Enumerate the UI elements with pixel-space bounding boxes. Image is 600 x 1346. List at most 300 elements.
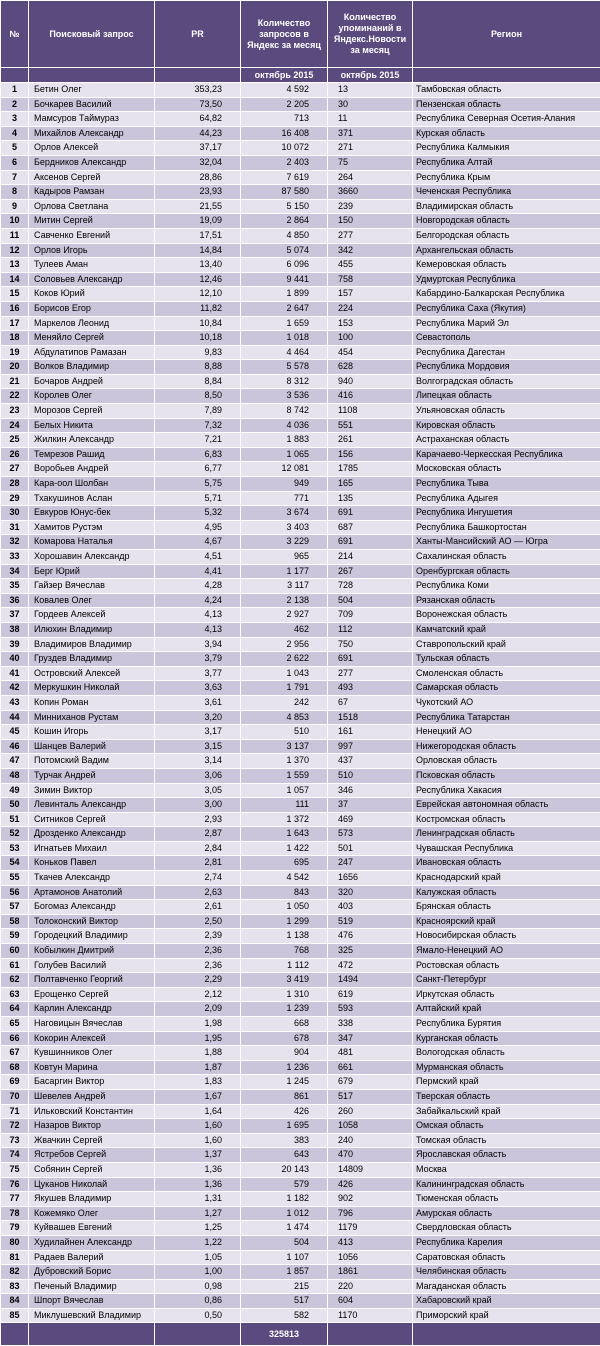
query-name: Ерощенко Сергей xyxy=(29,987,155,1002)
table-row xyxy=(1,900,600,915)
table-row xyxy=(1,447,600,462)
mentions-value: 1170 xyxy=(328,1308,413,1323)
mentions-value: 30 xyxy=(328,97,413,112)
query-name: Худилайнен Александр xyxy=(29,1235,155,1250)
table-row xyxy=(1,141,600,156)
row-number: 33 xyxy=(1,550,29,565)
region-name: Забайкальский край xyxy=(413,1104,600,1119)
queries-value: 8 742 xyxy=(241,404,328,419)
pr-value: 21,55 xyxy=(155,199,241,214)
row-number: 2 xyxy=(1,97,29,112)
region-name: Кабардино-Балкарская Республика xyxy=(413,287,600,302)
pr-value: 12,46 xyxy=(155,272,241,287)
pr-value: 1,83 xyxy=(155,1075,241,1090)
pr-value: 1,88 xyxy=(155,1046,241,1061)
region-name: Республика Хакасия xyxy=(413,783,600,798)
table-row xyxy=(1,1089,600,1104)
region-name: Хабаровский край xyxy=(413,1294,600,1309)
region-name: Республика Марий Эл xyxy=(413,316,600,331)
query-name: Владимиров Владимир xyxy=(29,637,155,652)
row-number: 3 xyxy=(1,112,29,127)
row-number: 51 xyxy=(1,812,29,827)
query-name: Кара-оол Шолбан xyxy=(29,477,155,492)
query-name: Хамитов Рустэм xyxy=(29,520,155,535)
row-number: 80 xyxy=(1,1235,29,1250)
row-number: 79 xyxy=(1,1221,29,1236)
mentions-value: 619 xyxy=(328,987,413,1002)
mentions-value: 11 xyxy=(328,112,413,127)
mentions-value: 1656 xyxy=(328,871,413,886)
pr-value: 4,95 xyxy=(155,520,241,535)
queries-value: 426 xyxy=(241,1104,328,1119)
row-number: 66 xyxy=(1,1031,29,1046)
table-row xyxy=(1,929,600,944)
row-number: 31 xyxy=(1,520,29,535)
region-name: Рязанская область xyxy=(413,593,600,608)
mentions-value: 413 xyxy=(328,1235,413,1250)
table-row xyxy=(1,1031,600,1046)
queries-value: 4 464 xyxy=(241,345,328,360)
table-row xyxy=(1,258,600,273)
mentions-value: 1861 xyxy=(328,1265,413,1280)
pr-value: 1,00 xyxy=(155,1265,241,1280)
region-name: Вологодская область xyxy=(413,1046,600,1061)
query-name: Зимин Виктор xyxy=(29,783,155,798)
queries-value: 768 xyxy=(241,944,328,959)
table-row xyxy=(1,1002,600,1017)
query-name: Шанцев Валерий xyxy=(29,739,155,754)
table-row xyxy=(1,1133,600,1148)
region-name: Курганская область xyxy=(413,1031,600,1046)
queries-value: 10 072 xyxy=(241,141,328,156)
pr-value: 64,82 xyxy=(155,112,241,127)
region-name: Республика Северная Осетия-Алания xyxy=(413,112,600,127)
pr-value: 4,24 xyxy=(155,593,241,608)
queries-value: 1 107 xyxy=(241,1250,328,1265)
query-name: Шевелев Андрей xyxy=(29,1089,155,1104)
row-number: 72 xyxy=(1,1119,29,1134)
region-name: Воронежская область xyxy=(413,608,600,623)
mentions-value: 628 xyxy=(328,360,413,375)
query-name: Наговицын Вячеслав xyxy=(29,1017,155,1032)
table-row xyxy=(1,112,600,127)
region-name: Камчатский край xyxy=(413,622,600,637)
table-row xyxy=(1,579,600,594)
table-row xyxy=(1,637,600,652)
mentions-value: 112 xyxy=(328,622,413,637)
mentions-value: 593 xyxy=(328,1002,413,1017)
query-name: Толоконский Виктор xyxy=(29,914,155,929)
queries-value: 668 xyxy=(241,1017,328,1032)
query-name: Орлов Алексей xyxy=(29,141,155,156)
region-name: Ставропольский край xyxy=(413,637,600,652)
table-row xyxy=(1,871,600,886)
table-row xyxy=(1,1060,600,1075)
mentions-value: 604 xyxy=(328,1294,413,1309)
mentions-value: 1058 xyxy=(328,1119,413,1134)
query-name: Митин Сергей xyxy=(29,214,155,229)
queries-value: 5 150 xyxy=(241,199,328,214)
query-name: Маркелов Леонид xyxy=(29,316,155,331)
mentions-value: 67 xyxy=(328,695,413,710)
query-name: Басаргин Виктор xyxy=(29,1075,155,1090)
region-name: Смоленская область xyxy=(413,666,600,681)
row-number: 39 xyxy=(1,637,29,652)
pr-value: 1,60 xyxy=(155,1133,241,1148)
pr-value: 8,88 xyxy=(155,360,241,375)
row-number: 40 xyxy=(1,652,29,667)
pr-value: 3,79 xyxy=(155,652,241,667)
region-name: Новгородская область xyxy=(413,214,600,229)
pr-value: 0,98 xyxy=(155,1279,241,1294)
region-name: Республика Адыгея xyxy=(413,491,600,506)
pr-value: 10,18 xyxy=(155,331,241,346)
pr-value: 1,95 xyxy=(155,1031,241,1046)
row-number: 15 xyxy=(1,287,29,302)
query-name: Турчак Андрей xyxy=(29,768,155,783)
mentions-value: 267 xyxy=(328,564,413,579)
queries-value: 1 372 xyxy=(241,812,328,827)
queries-value: 1 065 xyxy=(241,447,328,462)
mentions-value: 476 xyxy=(328,929,413,944)
region-name: Республика Саха (Якутия) xyxy=(413,301,600,316)
query-name: Кокорин Алексей xyxy=(29,1031,155,1046)
queries-value: 7 619 xyxy=(241,170,328,185)
queries-value: 1 236 xyxy=(241,1060,328,1075)
table-row xyxy=(1,987,600,1002)
table-row xyxy=(1,1308,600,1323)
region-name: Краснодарский край xyxy=(413,871,600,886)
query-name: Хорошавин Александр xyxy=(29,550,155,565)
mentions-value: 347 xyxy=(328,1031,413,1046)
mentions-value: 493 xyxy=(328,681,413,696)
mentions-value: 342 xyxy=(328,243,413,258)
query-name: Тулеев Аман xyxy=(29,258,155,273)
query-name: Темрезов Рашид xyxy=(29,447,155,462)
table-row xyxy=(1,958,600,973)
total-empty xyxy=(29,1323,155,1346)
region-name: Свердловская область xyxy=(413,1221,600,1236)
mentions-value: 371 xyxy=(328,126,413,141)
period-empty xyxy=(1,68,29,83)
query-name: Ястребов Сергей xyxy=(29,1148,155,1163)
queries-value: 3 419 xyxy=(241,973,328,988)
region-name: Карачаево-Черкесская Республика xyxy=(413,447,600,462)
queries-value: 1 659 xyxy=(241,316,328,331)
pr-value: 2,36 xyxy=(155,958,241,973)
table-row xyxy=(1,374,600,389)
pr-value: 1,36 xyxy=(155,1177,241,1192)
pr-value: 3,61 xyxy=(155,695,241,710)
row-number: 8 xyxy=(1,185,29,200)
row-number: 60 xyxy=(1,944,29,959)
row-number: 85 xyxy=(1,1308,29,1323)
table-row xyxy=(1,681,600,696)
mentions-value: 214 xyxy=(328,550,413,565)
table-row xyxy=(1,973,600,988)
row-number: 6 xyxy=(1,155,29,170)
pr-value: 6,83 xyxy=(155,447,241,462)
queries-value: 4 036 xyxy=(241,418,328,433)
region-name: Сахалинская область xyxy=(413,550,600,565)
mentions-value: 997 xyxy=(328,739,413,754)
query-name: Аксенов Сергей xyxy=(29,170,155,185)
pr-value: 3,94 xyxy=(155,637,241,652)
total-empty xyxy=(1,1323,29,1346)
query-name: Бочаров Андрей xyxy=(29,374,155,389)
period-empty xyxy=(413,68,600,83)
queries-value: 1 245 xyxy=(241,1075,328,1090)
mentions-value: 165 xyxy=(328,477,413,492)
table-row xyxy=(1,1119,600,1134)
total-queries: 325813 xyxy=(241,1323,328,1346)
pr-value: 3,00 xyxy=(155,798,241,813)
region-name: Севастополь xyxy=(413,331,600,346)
region-name: Ненецкий АО xyxy=(413,725,600,740)
pr-value: 10,84 xyxy=(155,316,241,331)
region-name: Архангельская область xyxy=(413,243,600,258)
row-number: 73 xyxy=(1,1133,29,1148)
region-name: Белгородская область xyxy=(413,228,600,243)
query-name: Королев Олег xyxy=(29,389,155,404)
queries-value: 4 542 xyxy=(241,871,328,886)
mentions-value: 691 xyxy=(328,535,413,550)
col-header-yandex-queries: Количество запросов в Яндекс за месяц xyxy=(241,1,328,68)
queries-value: 1 182 xyxy=(241,1192,328,1207)
row-number: 74 xyxy=(1,1148,29,1163)
row-number: 84 xyxy=(1,1294,29,1309)
mentions-value: 709 xyxy=(328,608,413,623)
queries-value: 1 643 xyxy=(241,827,328,842)
queries-value: 2 138 xyxy=(241,593,328,608)
row-number: 41 xyxy=(1,666,29,681)
query-name: Евкуров Юнус-бек xyxy=(29,506,155,521)
queries-value: 1 112 xyxy=(241,958,328,973)
row-number: 82 xyxy=(1,1265,29,1280)
queries-value: 12 081 xyxy=(241,462,328,477)
pr-value: 6,77 xyxy=(155,462,241,477)
col-header-news-mentions: Количество упоминаний в Яндекс.Новости за месяц xyxy=(328,1,413,68)
row-number: 70 xyxy=(1,1089,29,1104)
mentions-value: 320 xyxy=(328,885,413,900)
region-name: Республика Крым xyxy=(413,170,600,185)
row-number: 32 xyxy=(1,535,29,550)
queries-value: 1 177 xyxy=(241,564,328,579)
queries-value: 1 299 xyxy=(241,914,328,929)
queries-value: 4 853 xyxy=(241,710,328,725)
region-name: Пензенская область xyxy=(413,97,600,112)
mentions-value: 135 xyxy=(328,491,413,506)
pr-value: 1,25 xyxy=(155,1221,241,1236)
region-name: Москва xyxy=(413,1162,600,1177)
row-number: 56 xyxy=(1,885,29,900)
table-row xyxy=(1,316,600,331)
row-number: 29 xyxy=(1,491,29,506)
query-name: Кувшинников Олег xyxy=(29,1046,155,1061)
row-number: 43 xyxy=(1,695,29,710)
table-row xyxy=(1,1265,600,1280)
queries-value: 861 xyxy=(241,1089,328,1104)
period-queries: октябрь 2015 xyxy=(241,68,328,83)
table-row xyxy=(1,622,600,637)
row-number: 24 xyxy=(1,418,29,433)
row-number: 9 xyxy=(1,199,29,214)
query-name: Гайзер Вячеслав xyxy=(29,579,155,594)
table-row xyxy=(1,652,600,667)
row-number: 81 xyxy=(1,1250,29,1265)
queries-value: 643 xyxy=(241,1148,328,1163)
table-row xyxy=(1,97,600,112)
region-name: Челябинская область xyxy=(413,1265,600,1280)
mentions-value: 14809 xyxy=(328,1162,413,1177)
region-name: Тюменская область xyxy=(413,1192,600,1207)
region-name: Республика Алтай xyxy=(413,155,600,170)
pr-value: 2,63 xyxy=(155,885,241,900)
query-name: Жвачкин Сергей xyxy=(29,1133,155,1148)
pr-value: 3,20 xyxy=(155,710,241,725)
row-number: 48 xyxy=(1,768,29,783)
mentions-value: 469 xyxy=(328,812,413,827)
pr-value: 1,31 xyxy=(155,1192,241,1207)
pr-value: 73,50 xyxy=(155,97,241,112)
table-row xyxy=(1,404,600,419)
region-name: Красноярский край xyxy=(413,914,600,929)
region-name: Алтайский край xyxy=(413,1002,600,1017)
row-number: 10 xyxy=(1,214,29,229)
pr-value: 8,84 xyxy=(155,374,241,389)
mentions-value: 1056 xyxy=(328,1250,413,1265)
query-name: Богомаз Александр xyxy=(29,900,155,915)
queries-value: 5 074 xyxy=(241,243,328,258)
pr-value: 2,36 xyxy=(155,944,241,959)
region-name: Ростовская область xyxy=(413,958,600,973)
col-header-region: Регион xyxy=(413,1,600,68)
row-number: 12 xyxy=(1,243,29,258)
pr-value: 7,32 xyxy=(155,418,241,433)
queries-value: 949 xyxy=(241,477,328,492)
row-number: 54 xyxy=(1,856,29,871)
table-row xyxy=(1,506,600,521)
table-row xyxy=(1,1148,600,1163)
region-name: Владимирская область xyxy=(413,199,600,214)
pr-value: 4,13 xyxy=(155,622,241,637)
pr-value: 4,28 xyxy=(155,579,241,594)
mentions-value: 758 xyxy=(328,272,413,287)
table-row xyxy=(1,754,600,769)
mentions-value: 501 xyxy=(328,841,413,856)
row-number: 44 xyxy=(1,710,29,725)
region-name: Санкт-Петербург xyxy=(413,973,600,988)
table-row xyxy=(1,1206,600,1221)
query-name: Воробьев Андрей xyxy=(29,462,155,477)
table-row xyxy=(1,841,600,856)
table-row xyxy=(1,725,600,740)
query-name: Кобылкин Дмитрий xyxy=(29,944,155,959)
queries-value: 579 xyxy=(241,1177,328,1192)
row-number: 68 xyxy=(1,1060,29,1075)
pr-value: 2,50 xyxy=(155,914,241,929)
region-name: Ярославская область xyxy=(413,1148,600,1163)
mentions-value: 240 xyxy=(328,1133,413,1148)
table-row xyxy=(1,345,600,360)
row-number: 46 xyxy=(1,739,29,754)
table-row xyxy=(1,710,600,725)
query-name: Абдулатипов Рамазан xyxy=(29,345,155,360)
query-name: Дрозденко Александр xyxy=(29,827,155,842)
region-name: Республика Тыва xyxy=(413,477,600,492)
row-number: 53 xyxy=(1,841,29,856)
table-row xyxy=(1,1221,600,1236)
region-name: Республика Татарстан xyxy=(413,710,600,725)
pr-value: 353,23 xyxy=(155,83,241,98)
query-name: Волков Владимир xyxy=(29,360,155,375)
row-number: 18 xyxy=(1,331,29,346)
row-number: 62 xyxy=(1,973,29,988)
pr-value: 2,93 xyxy=(155,812,241,827)
region-name: Ямало-Ненецкий АО xyxy=(413,944,600,959)
query-name: Борисов Егор xyxy=(29,301,155,316)
mentions-value: 239 xyxy=(328,199,413,214)
pr-value: 8,50 xyxy=(155,389,241,404)
pr-value: 12,10 xyxy=(155,287,241,302)
region-name: Тульская область xyxy=(413,652,600,667)
table-row xyxy=(1,1046,600,1061)
queries-value: 462 xyxy=(241,622,328,637)
query-name: Городецкий Владимир xyxy=(29,929,155,944)
query-name: Жилкин Александр xyxy=(29,433,155,448)
row-number: 63 xyxy=(1,987,29,1002)
queries-value: 8 312 xyxy=(241,374,328,389)
pr-value: 1,37 xyxy=(155,1148,241,1163)
query-name: Дубровский Борис xyxy=(29,1265,155,1280)
table-row xyxy=(1,243,600,258)
queries-value: 713 xyxy=(241,112,328,127)
table-body xyxy=(1,83,600,1323)
total-row xyxy=(1,1323,600,1346)
queries-value: 1 695 xyxy=(241,1119,328,1134)
mentions-value: 519 xyxy=(328,914,413,929)
mentions-value: 403 xyxy=(328,900,413,915)
queries-value: 678 xyxy=(241,1031,328,1046)
region-name: Орловская область xyxy=(413,754,600,769)
query-name: Артамонов Анатолий xyxy=(29,885,155,900)
queries-value: 2 622 xyxy=(241,652,328,667)
mentions-value: 325 xyxy=(328,944,413,959)
queries-value: 1 791 xyxy=(241,681,328,696)
query-name: Ильковский Константин xyxy=(29,1104,155,1119)
pr-value: 3,77 xyxy=(155,666,241,681)
query-name: Михайлов Александр xyxy=(29,126,155,141)
row-number: 49 xyxy=(1,783,29,798)
mentions-value: 1179 xyxy=(328,1221,413,1236)
pr-value: 7,89 xyxy=(155,404,241,419)
query-name: Карлин Александр xyxy=(29,1002,155,1017)
pr-value: 14,84 xyxy=(155,243,241,258)
query-name: Кадыров Рамзан xyxy=(29,185,155,200)
region-name: Калининградская область xyxy=(413,1177,600,1192)
queries-value: 20 143 xyxy=(241,1162,328,1177)
period-empty xyxy=(29,68,155,83)
mentions-value: 728 xyxy=(328,579,413,594)
region-name: Ленинградская область xyxy=(413,827,600,842)
row-number: 55 xyxy=(1,871,29,886)
mentions-value: 902 xyxy=(328,1192,413,1207)
mentions-value: 455 xyxy=(328,258,413,273)
query-name: Печеный Владимир xyxy=(29,1279,155,1294)
mentions-value: 13 xyxy=(328,83,413,98)
pr-value: 2,29 xyxy=(155,973,241,988)
region-name: Кировская область xyxy=(413,418,600,433)
